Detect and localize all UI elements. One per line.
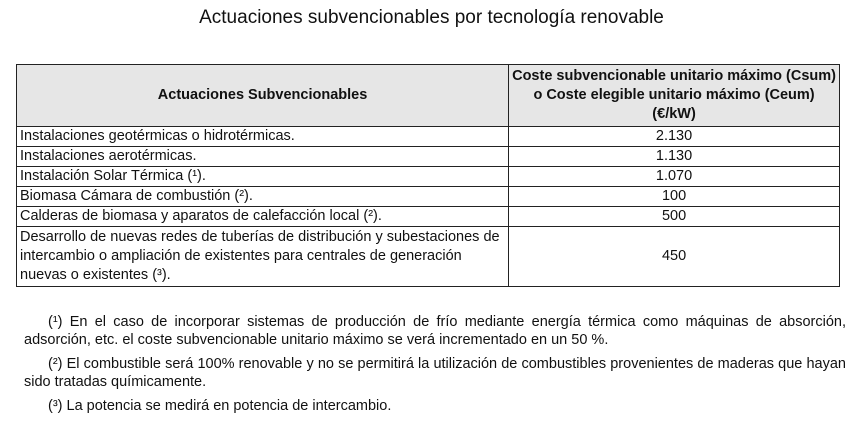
table-header-row (17, 65, 840, 127)
page-title: Actuaciones subvencionables por tecnología renovable (199, 7, 664, 28)
table-row (17, 207, 840, 227)
table-row (17, 167, 840, 187)
cell-coste: 500 (509, 207, 840, 227)
cell-coste: 100 (509, 187, 840, 207)
table-row (17, 187, 840, 207)
cell-coste: 1.130 (509, 147, 840, 167)
footnote-1: (¹) En el caso de incorporar sistemas de producción de frío mediante energía térmica como máquinas de absorción, adsorción, etc. el coste subvencionable unitario máximo se verá incrementado en un 50 %. (24, 314, 846, 348)
cell-actuacion: Instalaciones aerotérmicas. (17, 147, 509, 167)
subsidy-table (16, 64, 840, 287)
table-row (17, 127, 840, 147)
footnote-3: (³) La potencia se medirá en potencia de intercambio. (48, 398, 392, 414)
footnote-2: (²) El combustible será 100% renovable y no se permitirá la utilización de combustibles provenientes de maderas que hayan sido tratadas químicamente. (24, 356, 846, 390)
cell-actuacion: Desarrollo de nuevas redes de tuberías de distribución y subestaciones de intercambio o ampliación de existentes para centrales de generación nuevas o existentes (³). (17, 227, 509, 287)
table-row (17, 147, 840, 167)
cell-actuacion: Biomasa Cámara de combustión (²). (17, 187, 509, 207)
cell-actuacion: Instalación Solar Térmica (¹). (17, 167, 509, 187)
header-coste-unitario: Coste subvencionable unitario máximo (Csum) o Coste elegible unitario máximo (Ceum) (€/kW) (509, 65, 840, 127)
cell-actuacion: Instalaciones geotérmicas o hidrotérmicas. (17, 127, 509, 147)
cell-coste: 450 (509, 227, 840, 287)
footnotes (24, 313, 846, 415)
header-actuaciones: Actuaciones Subvencionables (17, 65, 509, 127)
cell-coste: 1.070 (509, 167, 840, 187)
cell-coste: 2.130 (509, 127, 840, 147)
table-row (17, 227, 840, 287)
cell-actuacion: Calderas de biomasa y aparatos de calefacción local (²). (17, 207, 509, 227)
